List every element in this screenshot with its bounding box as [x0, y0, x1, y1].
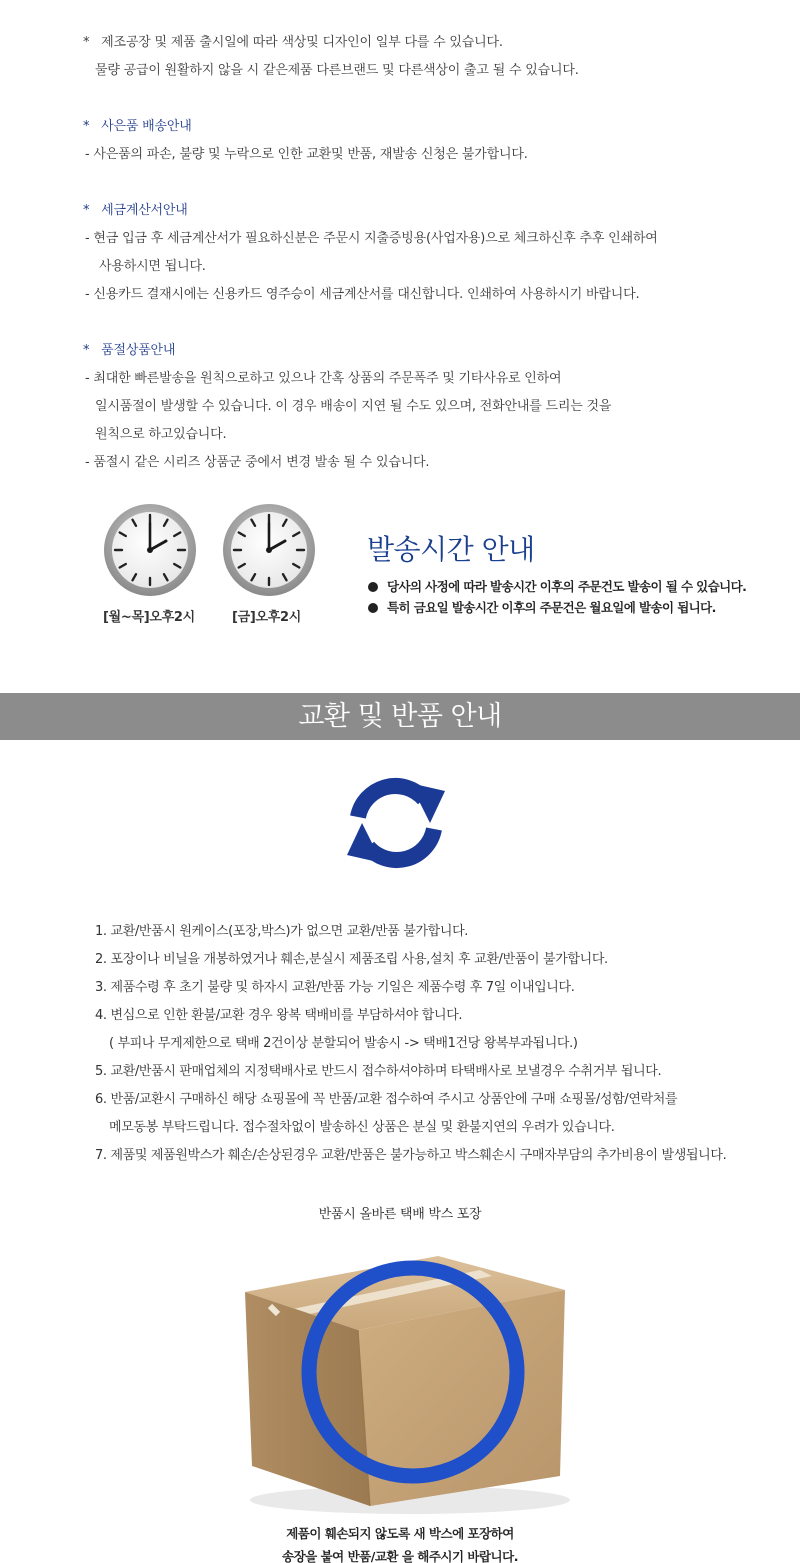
- cardboard-box-icon: [230, 1248, 570, 1518]
- exchange-item-6: 6. 반품/교환시 구매하신 해당 쇼핑몰에 꼭 반품/교환 접수하여 주시고 상품안에 구매 쇼핑몰/성함/연락처를: [95, 1092, 678, 1107]
- soldout-heading: * 품절상품안내: [83, 343, 176, 358]
- exchange-item-3: 3. 제품수령 후 초기 불량 및 하자시 교환/반품 가능 기일은 제품수령 후 7일 이내입니다.: [95, 980, 575, 995]
- gift-heading: * 사은품 배송안내: [83, 119, 192, 134]
- shipping-title: 발송시간 안내: [367, 533, 535, 566]
- tax-heading: * 세금계산서안내: [83, 203, 188, 218]
- gift-line-1: - 사은품의 파손, 불량 및 누락으로 인한 교환및 반품, 재발송 신청은 불가합니다.: [85, 147, 528, 162]
- soldout-line-1: - 최대한 빠른발송을 원칙으로하고 있으나 간혹 상품의 주문폭주 및 기타사유로 인하여: [85, 371, 562, 386]
- exchange-item-1: 1. 교환/반품시 원케이스(포장,박스)가 없으면 교환/반품 불가합니다.: [95, 924, 469, 939]
- bullet-dot-icon: [368, 582, 378, 592]
- exchange-item-7: 7. 제품및 제품원박스가 훼손/손상된경우 교환/반품은 불가능하고 박스훼손시 구매자부담의 추가비용이 발생됩니다.: [95, 1148, 727, 1163]
- clock-friday-label: [금]오후2시: [232, 610, 302, 625]
- clock-friday-icon: [222, 503, 316, 597]
- soldout-line-2: 일시품절이 발생할 수 있습니다. 이 경우 배송이 지연 될 수도 있으며, 전화안내를 드리는 것을: [95, 399, 612, 414]
- tax-line-3: - 신용카드 결재시에는 신용카드 영주승이 세금계산서를 대신합니다. 인쇄하여 사용하시기 바랍니다.: [85, 287, 640, 302]
- packing-caption-line-2: 송장을 붙여 반품/교환 을 해주시기 바랍니다.: [282, 1549, 518, 1563]
- packing-title: 반품시 올바른 택배 박스 포장: [318, 1207, 482, 1222]
- color-notice-line-2: 물량 공급이 원활하지 않을 시 같은제품 다른브랜드 및 다른색상이 출고 될 수 있습니다.: [95, 63, 579, 78]
- color-notice-line-1: * 제조공장 및 제품 출시일에 따라 색상및 디자인이 일부 다를 수 있습니다.: [83, 35, 503, 50]
- exchange-item-4: 4. 변심으로 인한 환불/교환 경우 왕복 택배비를 부담하셔야 합니다.: [95, 1008, 463, 1023]
- packing-caption-line-1: 제품이 훼손되지 않도록 새 박스에 포장하여: [286, 1526, 514, 1541]
- bullet-dot-icon: [368, 603, 378, 613]
- exchange-item-6-cont: 메모동봉 부탁드립니다. 접수절차없이 발송하신 상품은 분실 및 환불지연의 우려가 있습니다.: [109, 1120, 615, 1135]
- exchange-banner: [0, 693, 800, 740]
- asterisk-mark: *: [83, 35, 90, 50]
- exchange-item-2: 2. 포장이나 비닐을 개봉하였거나 훼손,분실시 제품조립 사용,설치 후 교환/반품이 불가합니다.: [95, 952, 608, 967]
- tax-line-2: 사용하시면 됩니다.: [99, 259, 206, 274]
- shipping-bullet-1: 당사의 사정에 따라 발송시간 이후의 주문건도 발송이 될 수 있습니다.: [368, 577, 746, 595]
- shipping-bullet-2: 특히 금요일 발송시간 이후의 주문건은 월요일에 발송이 됩니다.: [368, 598, 716, 616]
- clock-weekday-label: [월~목]오후2시: [103, 610, 195, 625]
- soldout-line-4: - 품절시 같은 시리즈 상품군 중에서 변경 발송 될 수 있습니다.: [85, 455, 430, 470]
- exchange-banner-title: 교환 및 반품 안내: [298, 701, 502, 732]
- refresh-cycle-icon: [344, 777, 448, 869]
- exchange-item-4-note: ( 부피나 무게제한으로 택배 2건이상 분할되어 발송시 -> 택배1건당 왕복부과됩니다.): [109, 1036, 578, 1051]
- exchange-item-5: 5. 교환/반품시 판매업체의 지정택배사로 반드시 접수하셔야하며 타택배사로 보낼경우 수취거부 됩니다.: [95, 1064, 662, 1079]
- clock-weekday-icon: [103, 503, 197, 597]
- tax-line-1: - 현금 입금 후 세금계산서가 필요하신분은 주문시 지출증빙용(사업자용)으로 체크하신후 추후 인쇄하여: [85, 231, 658, 246]
- soldout-line-3: 원칙으로 하고있습니다.: [95, 427, 227, 442]
